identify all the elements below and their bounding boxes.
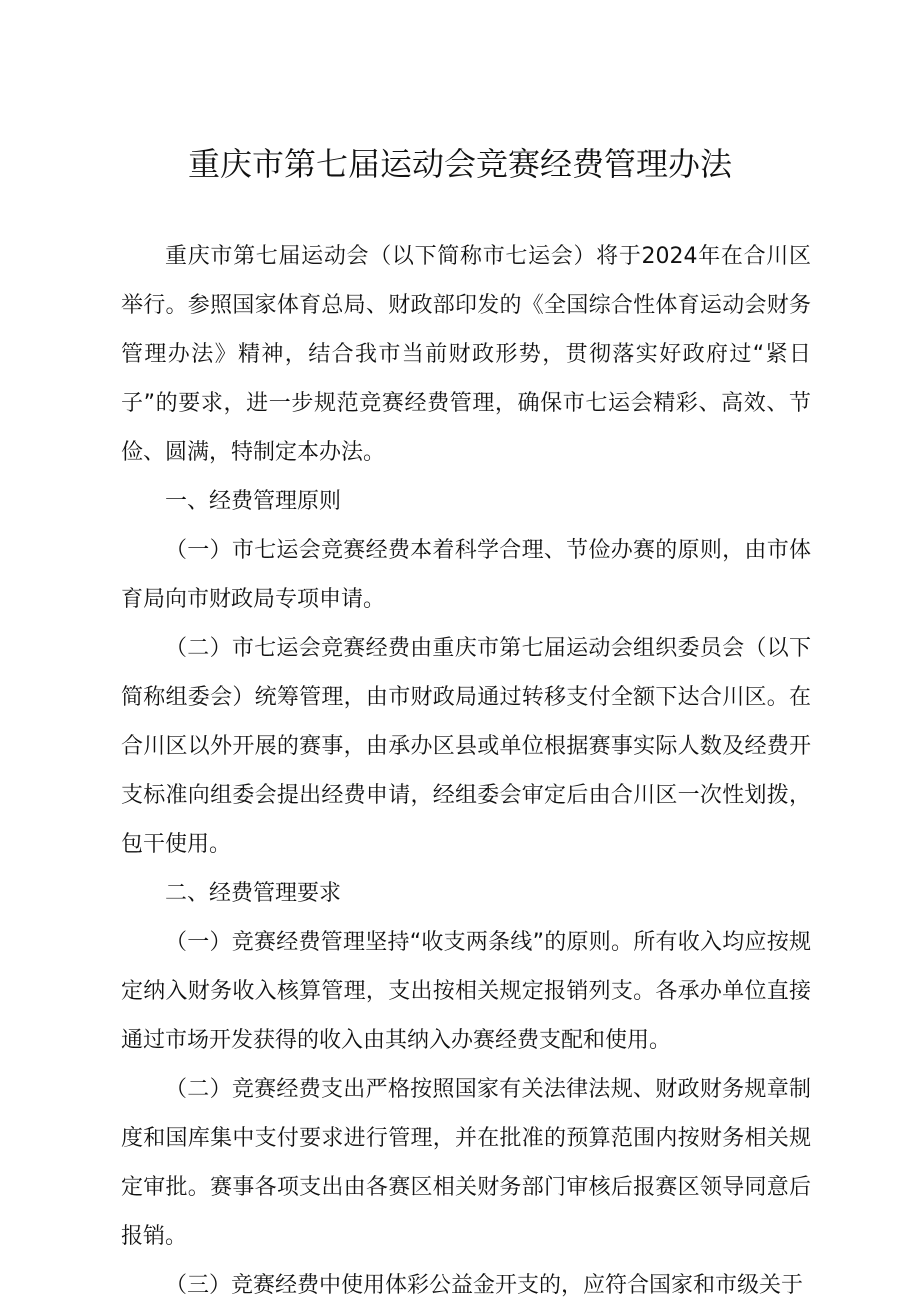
section-1-item-2: （二）市七运会竞赛经费由重庆市第七届运动会组织委员会（以下简称组委会）统筹管理，由市财政局通过转移支付全额下达合川区。在合川区以外开展的赛事，由承办区县或单位根据赛事实际人数及经费开支标准向组委会提出经费申请，经组委会审定后由合川区一次性划拨，包干使用。 [121, 636, 811, 857]
section-2-item-2: （二）竞赛经费支出严格按照国家有关法律法规、财政财务规章制度和国库集中支付要求进行管理，并在批准的预算范围内按财务相关规定审批。赛事各项支出由各赛区相关财务部门审核后报赛区领导同意后报销。 [121, 1077, 811, 1249]
section-2-item-3: （三）竞赛经费中使用体彩公益金开支的，应符合国家和市级关于 [165, 1273, 804, 1298]
section-2-item-1: （一）竞赛经费管理坚持“收支两条线”的原则。所有收入均应按规定纳入财务收入核算管理，支出按相关规定报销列支。各承办单位直接通过市场开发获得的收入由其纳入办赛经费支配和使用。 [121, 930, 811, 1053]
document-body [121, 232, 811, 1310]
section-heading-2: 二、经费管理要求 [165, 881, 342, 906]
document-title: 重庆市第七届运动会竞赛经费管理办法 [187, 145, 732, 183]
section-1-item-1: （一）市七运会竞赛经费本着科学合理、节俭办赛的原则，由市体育局向市财政局专项申请。 [121, 538, 811, 612]
intro-paragraph: 重庆市第七届运动会（以下简称市七运会）将于2024年在合川区举行。参照国家体育总局、财政部印发的《全国综合性体育运动会财务管理办法》精神，结合我市当前财政形势，贯彻落实好政府过“紧日子”的要求，进一步规范竞赛经费管理，确保市七运会精彩、高效、节俭、圆满，特制定本办法。 [121, 244, 811, 465]
section-heading-1: 一、经费管理原则 [165, 489, 342, 514]
